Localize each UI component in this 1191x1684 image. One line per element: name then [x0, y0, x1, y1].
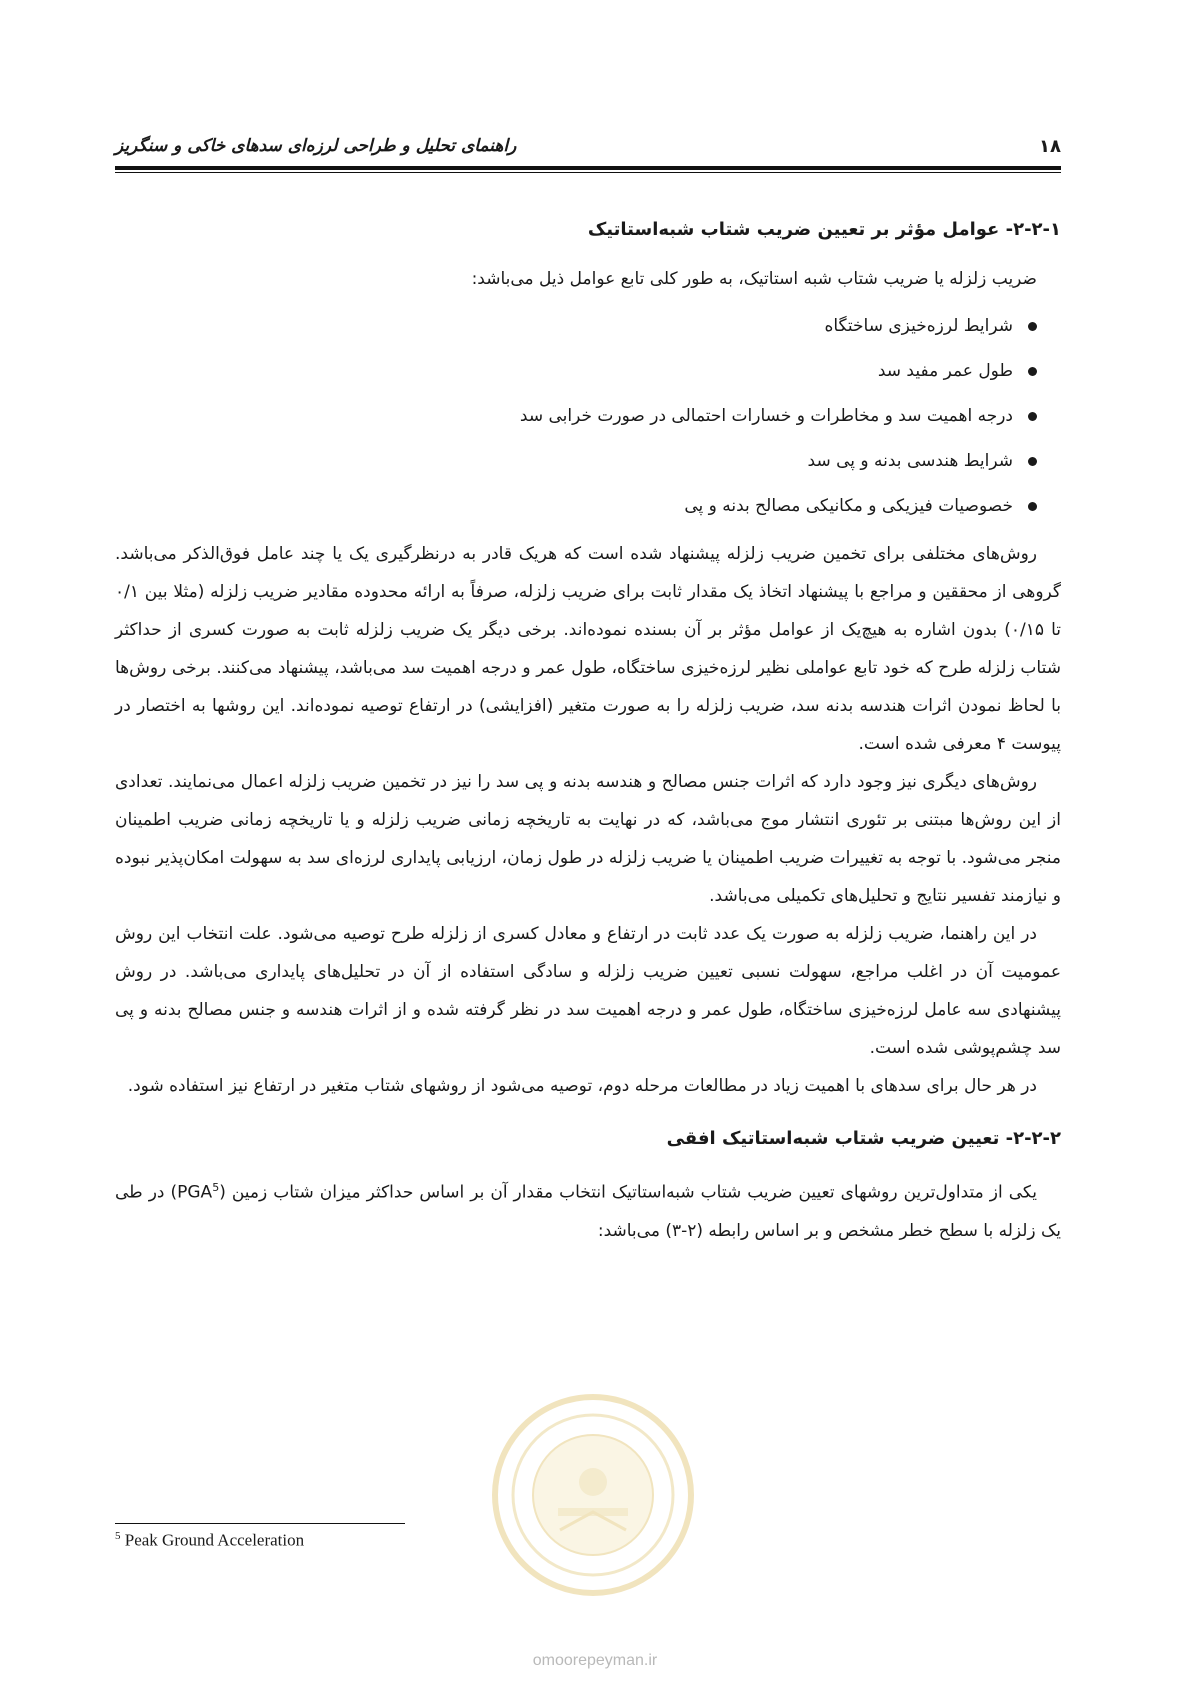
bullet-icon — [1028, 322, 1037, 331]
paragraph: روش‌های دیگری نیز وجود دارد که اثرات جنس مصالح و هندسه بدنه و پی سد را نیز در تخمین ضریب زلزله اعمال می‌نمایند. تعدادی از این روش‌ها مبتنی بر تئوری انتشار موج می‌باشد، که در نهایت به تاریخچه زمانی ضریب زلزله و یا تاریخچه زمانی ضریب اطمینان منجر می‌شود. با توجه به تغییرات ضریب اطمینان یا ضریب زلزله در طول زمان، ارزیابی پایداری لرزه‌ای سد به سهولت امکان‌پذیر نبوده و نیازمند تفسیر نتایج و تحلیل‌های تکمیلی می‌باشد. — [115, 772, 1061, 906]
page-number: ۱۸ — [1039, 135, 1061, 157]
list-item: خصوصیات فیزیکی و مکانیکی مصالح بدنه و پی — [115, 484, 1037, 529]
list-item: شرایط لرزه‌خیزی ساختگاه — [115, 304, 1037, 349]
watermark-text: omoorepeyman.ir — [532, 1652, 658, 1669]
paragraph: در این راهنما، ضریب زلزله به صورت یک عدد ثابت در ارتفاع و معادل کسری از زلزله طرح توصیه می‌شود. علت انتخاب این روش عمومیت آن در اغلب مراجع، سهولت نسبی تعیین ضریب زلزله و سادگی استفاده از آن در تحلیل‌های پایداری می‌باشد. در روش پیشنهادی سه عامل لرزه‌خیزی ساختگاه، طول عمر و درجه اهمیت سد در نظر گرفته شده و از اثرات هندسه و جنس مصالح بدنه و پی سد چشم‌پوشی شده است. — [115, 924, 1061, 1058]
paragraph: روش‌های مختلفی برای تخمین ضریب زلزله پیشنهاد شده است که هریک قادر به درنظرگیری یک یا چند عامل فوق‌الذکر می‌باشد. گروهی از محققین و مراجع با پیشنهاد اتخاذ یک مقدار ثابت برای ضریب زلزله، صرفاً به ارائه محدوده مقادیر ضریب زلزله (مثلا بین ۰/۱ تا ۰/۱۵) بدون اشاره به هیچ‌یک از عوامل مؤثر بر آن بسنده نموده‌اند. برخی دیگر یک ضریب زلزله ثابت به صورت کسری از حداکثر شتاب زلزله طرح که خود تابع عواملی نظیر لرزه‌خیزی ساختگاه، طول عمر و درجه اهمیت سد می‌باشد، پیشنهاد می‌کنند. برخی روش‌ها با لحاظ نمودن اثرات هندسه بدنه سد، ضریب زلزله را به صورت متغیر (افزایشی) در ارتفاع توصیه نموده‌اند. این روشها به اختصار در پیوست ۴ معرفی شده است. — [115, 544, 1061, 754]
footnote — [115, 1530, 304, 1551]
factor-list — [115, 304, 1061, 529]
paragraph: در هر حال برای سدهای با اهمیت زیاد در مطالعات مرحله دوم، توصیه می‌شود از روشهای شتاب متغیر در ارتفاع نیز استفاده شود. — [127, 1076, 1037, 1096]
footnote-rule — [115, 1523, 405, 1524]
paragraph: یکی از متداول‌ترین روشهای تعیین ضریب شتاب شبه‌استاتیک انتخاب مقدار آن بر اساس حداکثر میزان شتاب زمین (PGA$^5$) در طی یک زلزله با سطح خطر مشخص و بر اساس رابطه (۲-۳) می‌باشد: — [115, 1181, 1061, 1241]
header-rule-thin — [115, 172, 1061, 173]
pga-term: PGA — [177, 1182, 213, 1203]
bullet-icon — [1028, 457, 1037, 466]
section-heading-2: ۲-۲-۲- تعیین ضریب شتاب شبه‌استاتیک افقی — [666, 1128, 1061, 1149]
body-content — [115, 212, 1061, 1250]
list-item: شرایط هندسی بدنه و پی سد — [115, 439, 1037, 484]
watermark-seal-icon — [488, 1390, 698, 1600]
page-header — [115, 126, 1061, 166]
list-item: طول عمر مفید سد — [115, 349, 1037, 394]
section-heading-1: ۲-۲-۱- عوامل مؤثر بر تعیین ضریب شتاب شبه‌استاتیک — [587, 219, 1061, 240]
footnote-ref: 5 — [212, 1181, 220, 1194]
bullet-icon — [1028, 367, 1037, 376]
bullet-icon — [1028, 502, 1037, 511]
list-item: درجه اهمیت سد و مخاطرات و خسارات احتمالی در صورت خرابی سد — [115, 394, 1037, 439]
footnote-number: 5 — [115, 1530, 121, 1542]
footnote-text: Peak Ground Acceleration — [124, 1530, 305, 1550]
running-title: راهنمای تحلیل و طراحی لرزه‌ای سدهای خاکی و سنگریز — [115, 136, 517, 156]
section-intro: ضریب زلزله یا ضریب شتاب شبه استاتیک، به طور کلی تابع عوامل ذیل می‌باشد: — [471, 269, 1037, 289]
bullet-icon — [1028, 412, 1037, 421]
header-rule — [115, 166, 1061, 170]
